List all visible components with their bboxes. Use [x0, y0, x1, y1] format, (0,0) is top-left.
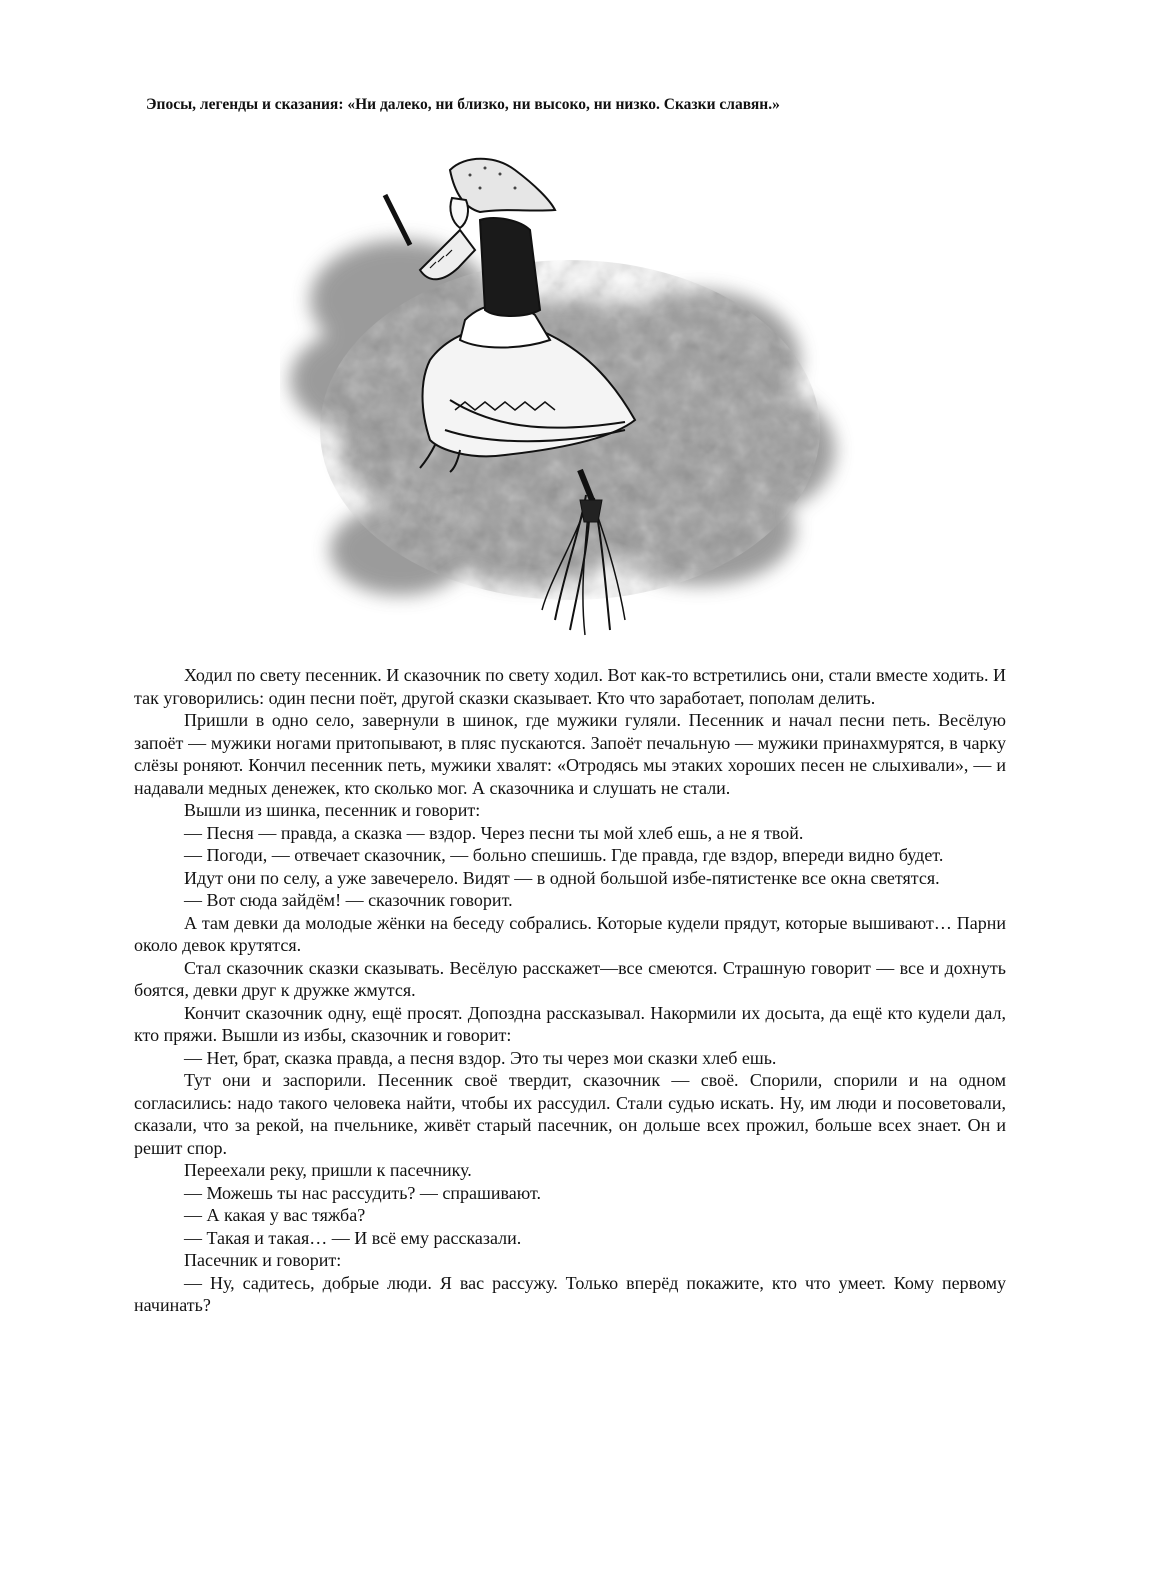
- paragraph: А там девки да молодые жёнки на беседу собрались. Которые кудели прядут, которые вышивают… Парни около девок крутятся.: [134, 912, 1006, 955]
- paragraph: Пришли в одно село, завернули в шинок, где мужики гуляли. Песенник и начал песни петь. Весёлую запоёт — мужики ногами притопывают, в пляс пускаются. Запоёт печальную — мужики принахмурятся, в чарку слёзы роняют. Кончил песенник петь, мужики хвалят: «Отродясь мы этаких хороших песен не слыхивали», — и надавали медных денежек, кто сколько мог. А сказочника и слушать не стали.: [134, 710, 1006, 798]
- paragraph: Переехали реку, пришли к пасечнику.: [184, 1160, 472, 1180]
- paragraph: — А какая у вас тяжба?: [184, 1205, 366, 1225]
- paragraph: Кончит сказочник одну, ещё просят. Допоздна рассказывал. Накормили их досыта, да ещё кто кудели дал, кто пряжи. Вышли из избы, сказочник и говорит:: [134, 1002, 1006, 1045]
- paragraph: — Ну, садитесь, добрые люди. Я вас рассужу. Только вперёд покажите, кто что умеет. Кому первому начинать?: [134, 1272, 1006, 1315]
- witch-on-broom-illustration: [280, 150, 860, 640]
- paragraph: Стал сказочник сказки сказывать. Весёлую расскажет—все смеются. Страшную говорит — все и дохнуть боятся, девки друг к дружке жмутся.: [134, 957, 1006, 1000]
- paragraph: — Такая и такая… — И всё ему рассказали.: [184, 1227, 522, 1248]
- paragraph: Идут они по селу, а уже завечерело. Видят — в одной большой избе-пятистенке все окна светятся.: [184, 867, 940, 888]
- paragraph: Вышли из шинка, песенник и говорит:: [184, 800, 481, 820]
- paragraph: — Нет, брат, сказка правда, а песня вздор. Это ты через мои сказки хлеб ешь.: [184, 1047, 777, 1068]
- paragraph: Пасечник и говорит:: [184, 1250, 342, 1270]
- paragraph: — Песня — правда, а сказка — вздор. Через песни ты мой хлеб ешь, а не я твой.: [184, 822, 804, 843]
- page-header: Эпосы, легенды и сказания: «Ни далеко, ни близко, ни высоко, ни низко. Сказки славян.»: [146, 96, 780, 113]
- paragraph: — Погоди, — отвечает сказочник, — больно спешишь. Где правда, где вздор, впереди видно будет.: [184, 845, 944, 865]
- paragraph: — Вот сюда зайдём! — сказочник говорит.: [184, 890, 513, 910]
- paragraph: Тут они и заспорили. Песенник своё твердит, сказочник — своё. Спорили, спорили и на одном согласились: надо такого человека найти, чтобы их рассудил. Стали судью искать. Ну, им люди и посоветовали, сказали, что за рекой, на пчельнике, живёт старый пасечник, он дольше всех прожил, больше всех знает. Он и решит спор.: [134, 1070, 1006, 1158]
- story-text: [134, 664, 1006, 1317]
- paragraph: — Можешь ты нас рассудить? — спрашивают.: [184, 1182, 541, 1203]
- paragraph: Ходил по свету песенник. И сказочник по свету ходил. Вот как-то встретились они, стали вместе ходить. И так уговорились: один песни поёт, другой сказки сказывает. Кто что заработает, пополам делить.: [134, 665, 1006, 708]
